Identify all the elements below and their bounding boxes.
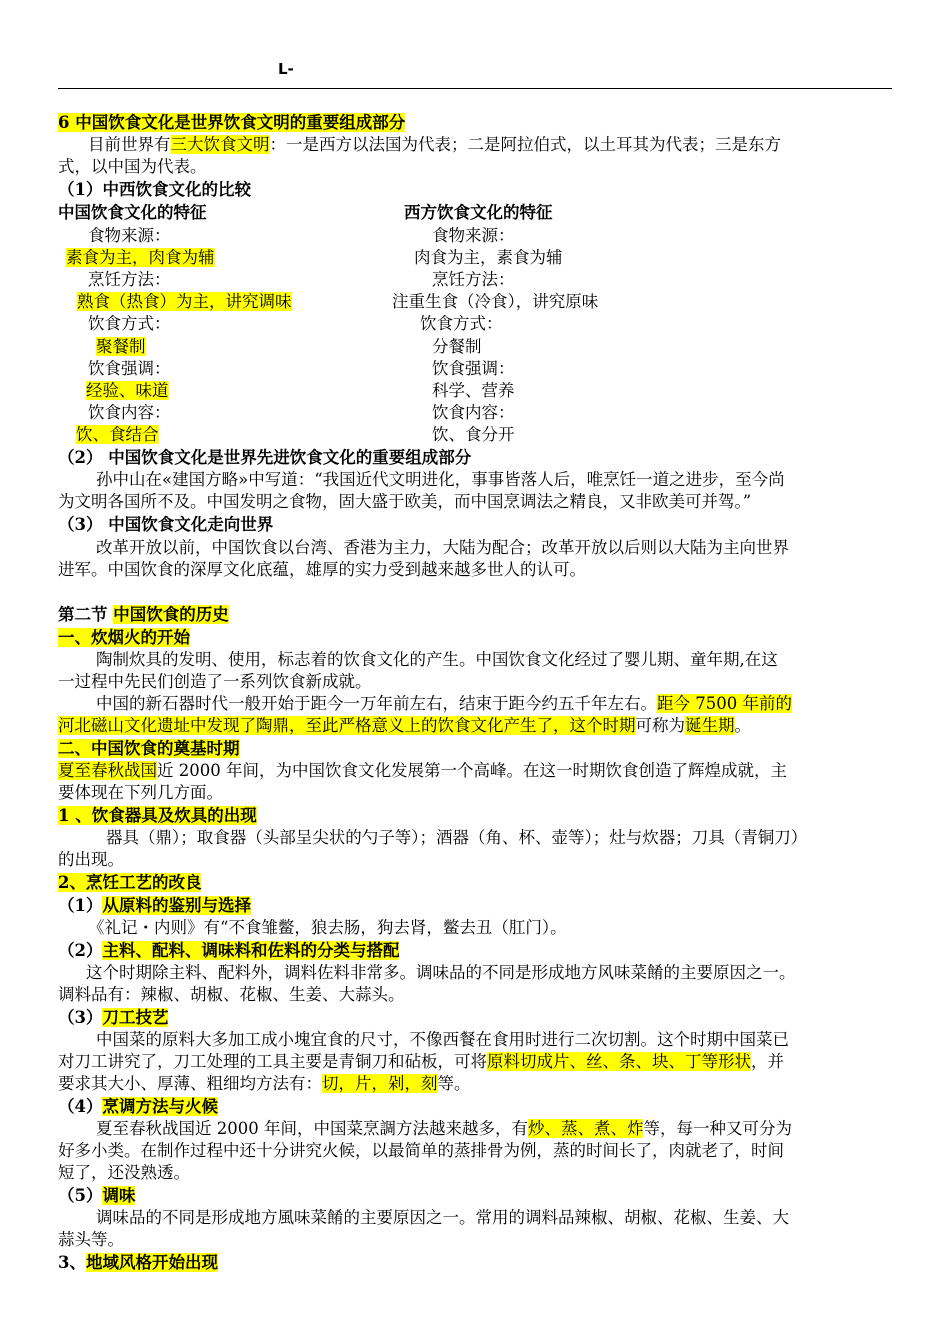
- s6-intro-highlight: 三大饮食文明: [170, 135, 270, 154]
- compare-cn-value: [77, 291, 292, 313]
- compare-cn-value-text: 熟食（热食）为主，讲究调味: [77, 292, 292, 311]
- section-2-title-text: 中国饮食的历史: [113, 605, 229, 624]
- compare-cn-value: [96, 336, 146, 358]
- item2c-line3-highlight: 切，片，剁，刻: [322, 1074, 438, 1093]
- item2b-heading-text: 主料、配料、调味料和佐料的分类与搭配: [102, 941, 400, 960]
- item2d-heading: [58, 1096, 218, 1118]
- compare-label-left: 食物来源：: [88, 226, 171, 245]
- item2d-number: （4）: [58, 1097, 103, 1116]
- item2c-line3-text: 要求其大小、厚薄、粗细均方法有：: [58, 1074, 322, 1093]
- h1-para-line4-highlight1: 河北磁山文化遗址中发现了陶鼎，至此严格意义上的饮食文化产生了，这个时期: [58, 716, 636, 735]
- item2c-number: （3）: [58, 1008, 103, 1027]
- item2c-heading-text: 刀工技艺: [102, 1008, 169, 1027]
- item2c-line2-end: ，并: [751, 1052, 784, 1071]
- section-2-title: [58, 604, 229, 626]
- s6-intro-text-a: 目前世界有: [88, 135, 171, 154]
- item2a-heading-text: 从原料的鉴别与选择: [102, 896, 251, 915]
- compare-cn-value-text: 素食为主，肉食为辅: [66, 248, 215, 267]
- h1-para-line4-highlight2: 诞生期: [685, 716, 735, 735]
- compare-cn-value: [76, 424, 159, 446]
- s6-sub3-para-line2: 进军。中国饮食的深厚文化底蕴，雄厚的实力受到越来越多世人的认可。: [58, 560, 586, 579]
- item2b-number: （2）: [58, 941, 103, 960]
- item2c-line2-highlight: 原料切成片、丝、条、块、丁等形状: [487, 1052, 751, 1071]
- compare-cn-value: [66, 247, 215, 269]
- item1-heading-text: 1 、饮食器具及炊具的出现: [58, 806, 257, 825]
- item2c-para-line3: [58, 1073, 471, 1095]
- item2e-para-line1: 调味品的不同是形成地方風味菜餚的主要原因之一。常用的调料品辣椒、胡椒、花椒、生姜、大: [96, 1208, 789, 1227]
- item2c-heading: [58, 1007, 168, 1029]
- item2d-para-line2: 好多小类。在制作过程中还十分讲究火候，以最简单的蒸排骨为例，蒸的时间长了，肉就老了，时间: [58, 1141, 784, 1160]
- s6-intro-line2: 式，以中国为代表。: [58, 157, 207, 176]
- h2-heading: [58, 738, 240, 760]
- s6-sub3-heading: （3） 中国饮食文化走向世界: [58, 515, 274, 534]
- compare-west-value: 肉食为主，素食为辅: [414, 248, 563, 267]
- h1-para-line4-end: 。: [734, 716, 751, 735]
- compare-west-value: 注重生食（冷食），讲究原味: [392, 292, 599, 311]
- s6-sub3-para-line1: 改革开放以前，中国饮食以台湾、香港为主力，大陆为配合；改革开放以后则以大陆为主向世界: [96, 538, 789, 557]
- h2-heading-text: 二、中国饮食的奠基时期: [58, 739, 240, 758]
- item1-para-line2: 的出现。: [58, 850, 124, 869]
- h1-para-line2: 一过程中先民们创造了一系列饮食新成就。: [58, 672, 372, 691]
- compare-west-value: 科学、营养: [432, 381, 515, 400]
- h1-para-line4-text: 可称为: [635, 716, 685, 735]
- item2b-para-line1: 这个时期除主料、配料外，调料佐料非常多。调味品的不同是形成地方风味菜餚的主要原因之一。: [86, 963, 796, 982]
- h1-para-line3-highlight: 距今 7500 年前的: [657, 694, 792, 713]
- item2a-number: （1）: [58, 896, 103, 915]
- section-6-title: [58, 112, 405, 134]
- compare-cn-value-text: 饮、食结合: [76, 425, 159, 444]
- item2c-line3-end: 等。: [437, 1074, 471, 1093]
- s6-intro-text-b: ：一是西方以法国为代表；二是阿拉伯式，以土耳其为代表；三是东方: [269, 135, 781, 154]
- item2d-line1-highlight: 炒、蒸、煮、炸: [527, 1119, 644, 1138]
- h1-heading: [58, 627, 190, 649]
- item2e-heading-text: 调味: [102, 1186, 136, 1205]
- h2-para-highlight: 夏至春秋战国: [58, 761, 157, 780]
- item2b-para-line2: 调料品有：辣椒、胡椒、花椒、生姜、大蒜头。: [58, 985, 405, 1004]
- item2-heading: [58, 872, 201, 894]
- item3-number: 3、: [58, 1253, 86, 1272]
- compare-cn-value: [86, 380, 169, 402]
- compare-left-title: 中国饮食文化的特征: [58, 203, 207, 222]
- h1-para-line3-text: 中国的新石器时代一般开始于距今一万年前左右，结束于距今约五千年左右。: [96, 694, 657, 713]
- compare-label-left: 饮食强调：: [88, 359, 171, 378]
- compare-label-right: 饮食强调：: [432, 359, 515, 378]
- s6-sub2-heading: （2） 中国饮食文化是世界先进饮食文化的重要组成部分: [58, 448, 472, 467]
- item2d-line1-text: 夏至春秋战国近 2000 年间，中国菜烹調方法越来越多，有: [96, 1119, 528, 1138]
- section-2-title-prefix: 第二节: [58, 605, 114, 624]
- s6-sub2-para-line2: 为文明各国所不及。中国发明之食物，固大盛于欧美，而中国烹调法之精良，又非欧美可并驾。”: [58, 492, 752, 511]
- header-mark: L-: [278, 60, 294, 78]
- item2d-para-line1: [96, 1118, 792, 1140]
- h2-para-text: 近 2000 年间，为中国饮食文化发展第一个高峰。在这一时期饮食创造了辉煌成就，主: [157, 761, 787, 780]
- item2b-heading: [58, 940, 399, 962]
- item3-heading-text: 地域风格开始出现: [85, 1253, 218, 1272]
- item2e-heading: [58, 1185, 135, 1207]
- h1-para-line3: [96, 693, 792, 715]
- compare-cn-value-text: 聚餐制: [96, 337, 146, 356]
- compare-west-value: 分餐制: [432, 337, 482, 356]
- item2e-para-line2: 蒜头等。: [58, 1230, 124, 1249]
- s6-intro-line1: [88, 134, 781, 156]
- compare-label-left: 饮食内容：: [88, 403, 171, 422]
- item2a-heading: [58, 895, 251, 917]
- h1-para-line4: [58, 715, 751, 737]
- item1-heading: [58, 805, 257, 827]
- item2c-para-line2: [58, 1051, 784, 1073]
- item2e-number: （5）: [58, 1186, 103, 1205]
- item2c-para-line1: 中国菜的原料大多加工成小塊宜食的尺寸，不像西餐在食用时进行二次切割。这个时期中国菜已: [96, 1030, 789, 1049]
- compare-west-value: 饮、食分开: [432, 425, 515, 444]
- item2c-line2-text: 对刀工讲究了，刀工处理的工具主要是青铜刀和砧板，可将: [58, 1052, 487, 1071]
- h2-para-line2: 要体现在下列几方面。: [58, 783, 223, 802]
- item2a-para: 《礼记・内则》有“不食雏鳖，狼去肠，狗去肾，鳖去丑（肛门）。: [88, 918, 567, 937]
- item2d-line1-end: 等，每一种又可分为: [643, 1119, 792, 1138]
- h1-heading-text: 一、炊烟火的开始: [58, 628, 190, 647]
- item2d-para-line3: 短了，还没熟透。: [58, 1163, 190, 1182]
- s6-sub2-para-line1: 孙中山在«建国方略»中写道：“我国近代文明进化，事事皆落人后，唯烹饪一道之进步，至今尚: [96, 470, 785, 489]
- item2d-heading-text: 烹调方法与火候: [102, 1097, 218, 1116]
- h1-para-line1: 陶制炊具的发明、使用，标志着的饮食文化的产生。中国饮食文化经过了婴儿期、童年期,在这: [96, 650, 778, 669]
- item1-para-line1: 器具（鼎）；取食器（头部呈尖状的勺子等）；酒器（角、杯、壶等）；灶与炊器；刀具（青铜刀）: [106, 828, 808, 847]
- header-rule: [58, 88, 892, 89]
- compare-right-title: 西方饮食文化的特征: [404, 203, 553, 222]
- section-6-title-text: 6 中国饮食文化是世界饮食文明的重要组成部分: [58, 113, 406, 132]
- compare-label-left: 饮食方式：: [88, 314, 171, 333]
- s6-sub1-heading: （1）中西饮食文化的比较: [58, 180, 251, 199]
- h2-para-line1: [58, 760, 787, 782]
- item2-heading-text: 2、烹饪工艺的改良: [58, 873, 202, 892]
- compare-cn-value-text: 经验、味道: [86, 381, 169, 400]
- compare-label-right: 食物来源：: [432, 226, 515, 245]
- compare-label-right: 烹饪方法：: [432, 270, 515, 289]
- compare-label-right: 饮食内容：: [432, 403, 515, 422]
- compare-label-right: 饮食方式：: [420, 314, 503, 333]
- item3-heading: [58, 1252, 218, 1274]
- compare-label-left: 烹饪方法：: [88, 270, 171, 289]
